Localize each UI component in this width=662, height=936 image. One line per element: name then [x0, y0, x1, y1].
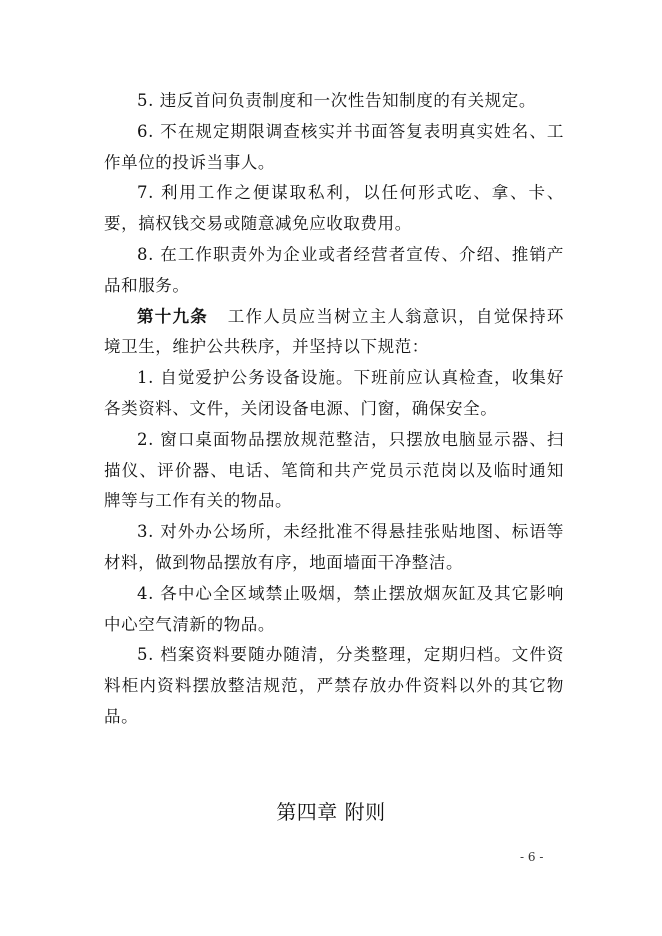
document-body [104, 86, 564, 733]
list-item: 4. 各中心全区域禁止吸烟，禁止摆放烟灰缸及其它影响中心空气清新的物品。 [104, 583, 564, 634]
list-item: 7. 利用工作之便谋取私利，以任何形式吃、拿、卡、要，搞权钱交易或随意减免应收取费用。 [104, 183, 564, 234]
list-item: 5. 档案资料要随办随清，分类整理，定期归档。文件资料柜内资料摆放整洁规范，严禁存放办件资料以外的其它物品。 [104, 645, 564, 726]
article-text: 工作人员应当树立主人翁意识，自觉保持环境卫生，维护公共秩序，并坚持以下规范： [104, 306, 564, 357]
page-number: - 6 - [520, 850, 544, 864]
article-paragraph [104, 302, 564, 364]
list-item: 2. 窗口桌面物品摆放规范整洁，只摆放电脑显示器、扫描仪、评价器、电话、笔筒和共产党员示范岗以及临时通知牌等与工作有关的物品。 [104, 429, 564, 511]
article-title: 第十九条 [137, 306, 208, 326]
list-item: 8. 在工作职责外为企业或者经营者宣传、介绍、推销产品和服务。 [104, 244, 564, 295]
list-item: 5. 违反首问负责制度和一次性告知制度的有关规定。 [137, 91, 536, 110]
list-item: 3. 对外办公场所，未经批准不得悬挂张贴地图、标语等材料，做到物品摆放有序，地面墙面干净整洁。 [104, 522, 564, 572]
list-item: 6. 不在规定期限调查核实并书面答复表明真实姓名、工作单位的投诉当事人。 [104, 121, 564, 172]
list-item: 1. 自觉爱护公务设备设施。下班前应认真检查，收集好各类资料、文件，关闭设备电源、门窗，确保安全。 [104, 368, 564, 418]
chapter-heading: 第四章 附则 [276, 800, 386, 824]
